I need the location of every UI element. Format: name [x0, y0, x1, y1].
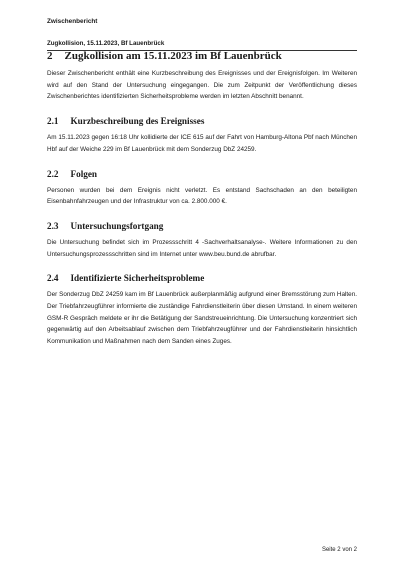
subsection-number: 2.2 [47, 168, 59, 179]
subsection-paragraph-2-3: Die Untersuchung befindet sich im Prozessschritt 4 -Sachverhaltsanalyse-. Weitere Informationen zu den Untersuchungsprozessschritten sind im Internet unter www.beu.bund.de abrufbar. [47, 238, 357, 258]
page-header [47, 18, 357, 47]
subsection-paragraph-2-1: Am 15.11.2023 gegen 16:18 Uhr kollidierte der ICE 615 auf der Fahrt von Hamburg-Altona Pbf nach München Hbf auf der Weiche 229 im Bf Lauenbrück mit dem Sonderzug DbZ 24259. [47, 134, 357, 153]
main-content [47, 49, 357, 348]
section-heading [47, 49, 357, 63]
subsection-title: Untersuchungsfortgang [70, 220, 164, 231]
subsection-title: Identifizierte Sicherheitsprobleme [70, 273, 205, 284]
subsection-number: 2.4 [47, 273, 59, 284]
subsection-title: Kurzbeschreibung des Ereignisses [70, 116, 205, 127]
intro-paragraph: Dieser Zwischenbericht enthält eine Kurzbeschreibung des Ereignisses und der Ereignisfolgen. Im Weiteren wird auf den Stand der Untersuchung eingegangen. Die zum Zeitpunkt der Veröffentlichung dieses Zwischenberichtes identifizierten Sicherheitsprobleme werden im letzten Abschnitt benannt. [47, 70, 357, 101]
subsection-heading-2-4 [47, 272, 357, 284]
section-title: Zugkollision am 15.11.2023 im Bf Lauenbrück [64, 50, 282, 62]
subsection-paragraph-2-4: Der Sonderzug DbZ 24259 kam im Bf Lauenbrück außerplanmäßig aufgrund einer Bremsstörung zum Halten. Der Triebfahrzeugführer informierte die zuständige Fahrdienstleiterin über diesen Umstand. In einem weiteren GSM-R Gespräch meldete er ihr die Betätigung der Sandstreueinrichtung. Die Untersuchung konzentriert sich gegenwärtig auf den Arbeitsablauf zwischen dem Triebfahrzeugführer und der Fahrdienstleiterin hinsichtlich Kommunikation und Maßnahmen nach dem Sanden eines Zuges. [47, 291, 357, 346]
subsection-title: Folgen [70, 168, 98, 179]
subsection-heading-2-3 [47, 220, 357, 232]
report-type-title: Zwischenbericht [47, 18, 98, 25]
subsection-heading-2-2 [47, 168, 357, 180]
subsection-number: 2.1 [47, 116, 59, 127]
subsection-paragraph-2-2: Personen wurden bei dem Ereignis nicht verletzt. Es entstand Sachschaden an den beteiligten Eisenbahnfahrzeugen und der Infrastruktur von ca. 2.800.000 €. [47, 186, 357, 206]
subsection-number: 2.3 [47, 220, 59, 231]
subsection-heading-2-1 [47, 115, 357, 127]
report-subtitle: Zugkollision, 15.11.2023, Bf Lauenbrück [47, 40, 165, 47]
page-number: Seite 2 von 2 [321, 547, 357, 553]
section-number: 2 [47, 50, 53, 62]
